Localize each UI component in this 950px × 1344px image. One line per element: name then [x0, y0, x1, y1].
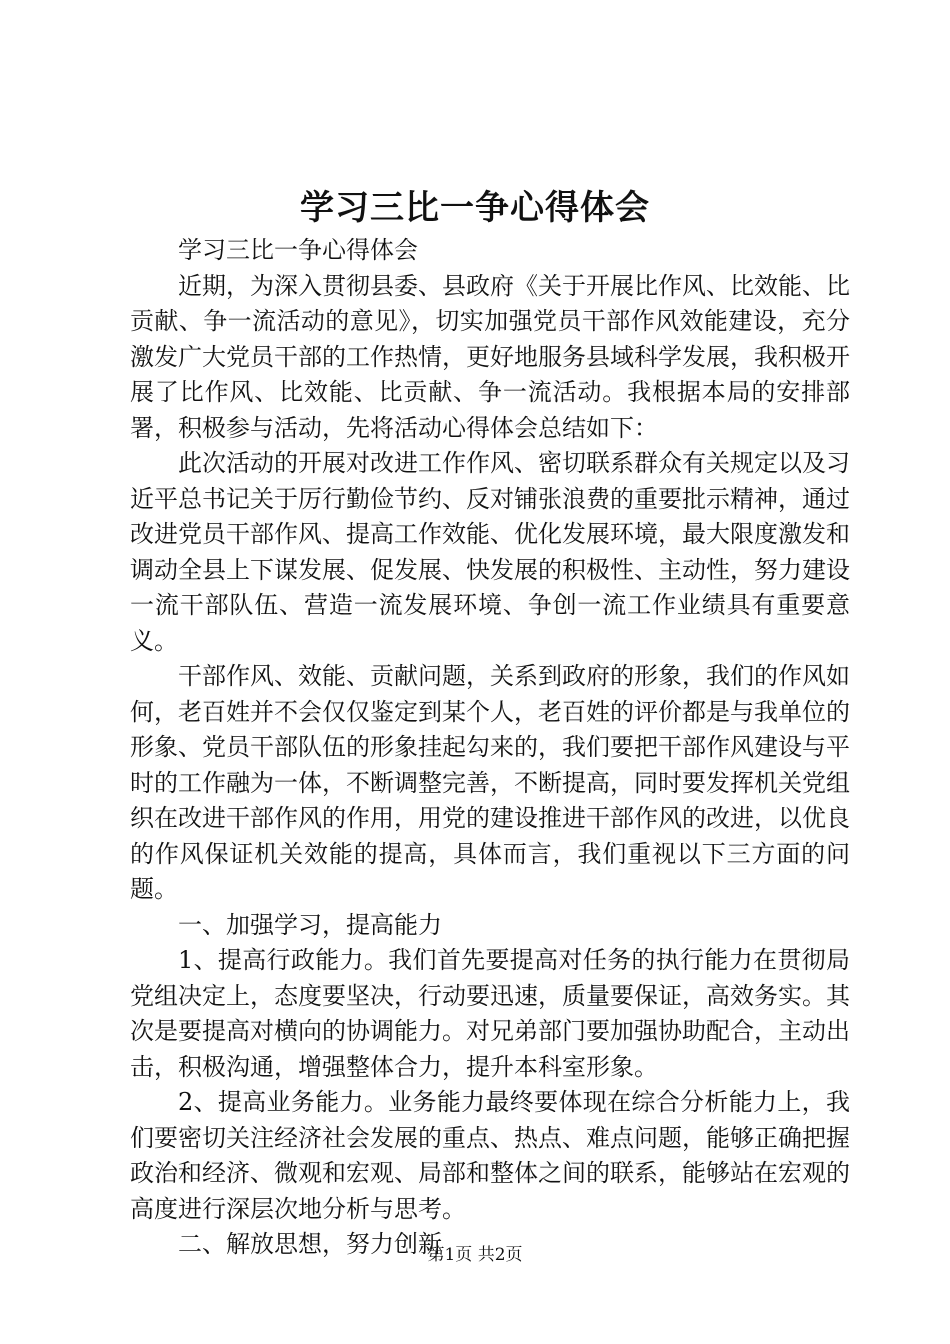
paragraph-significance: 此次活动的开展对改进工作作风、密切联系群众有关规定以及习近平总书记关于厉行勤俭节约、反对铺张浪费的重要批示精神，通过改进党员干部作风、提高工作效能、优化发展环境，最大限度激发和调动全县上下谋发展、促发展、快发展的积极性、主动性，努力建设一流干部队伍、营造一流发展环境、争创一流工作业绩具有重要意义。	[130, 449, 850, 655]
section-heading-1: 一、加强学习，提高能力	[178, 910, 442, 939]
paragraph-intro: 近期，为深入贯彻县委、县政府《关于开展比作风、比效能、比贡献、争一流活动的意见》，切实加强党员干部作风效能建设，充分激发广大党员干部的工作热情，更好地服务县域科学发展，我积极开展了比作风、比效能、比贡献、争一流活动。我根据本局的安排部署，积极参与活动，先将活动心得体会总结如下：	[130, 271, 850, 442]
document-title: 学习三比一争心得体会	[300, 188, 650, 228]
paragraph-admin-ability: 1、提高行政能力。我们首先要提高对任务的执行能力在贯彻局党组决定上，态度要坚决，行动要迅速，质量要保证，高效务实。其次是要提高对横向的协调能力。对兄弟部门要加强协助配合，主动出击，积极沟通，增强整体合力，提升本科室形象。	[130, 946, 850, 1081]
paragraph-business-ability: 2、提高业务能力。业务能力最终要体现在综合分析能力上，我们要密切关注经济社会发展的重点、热点、难点问题，能够正确把握政治和经济、微观和宏观、局部和整体之间的联系，能够站在宏观的高度进行深层次地分析与思考。	[130, 1088, 850, 1223]
section-heading-2: 二、解放思想，努力创新	[178, 1230, 442, 1258]
document-body	[130, 233, 850, 1263]
paragraph-cadre-style: 干部作风、效能、贡献问题，关系到政府的形象，我们的作风如何，老百姓并不会仅仅鉴定到某个人，老百姓的评价都是与我单位的形象、党员干部队伍的形象挂起勾来的，我们要把干部作风建设与平时的工作融为一体，不断调整完善，不断提高，同时要发挥机关党组织在改进干部作风的作用，用党的建设推进干部作风的改进，以优良的作风保证机关效能的提高，具体而言，我们重视以下三方面的问题。	[130, 662, 850, 903]
page-number-footer: 第1页 共2页	[427, 1245, 523, 1265]
paragraph-subtitle: 学习三比一争心得体会	[178, 236, 418, 264]
